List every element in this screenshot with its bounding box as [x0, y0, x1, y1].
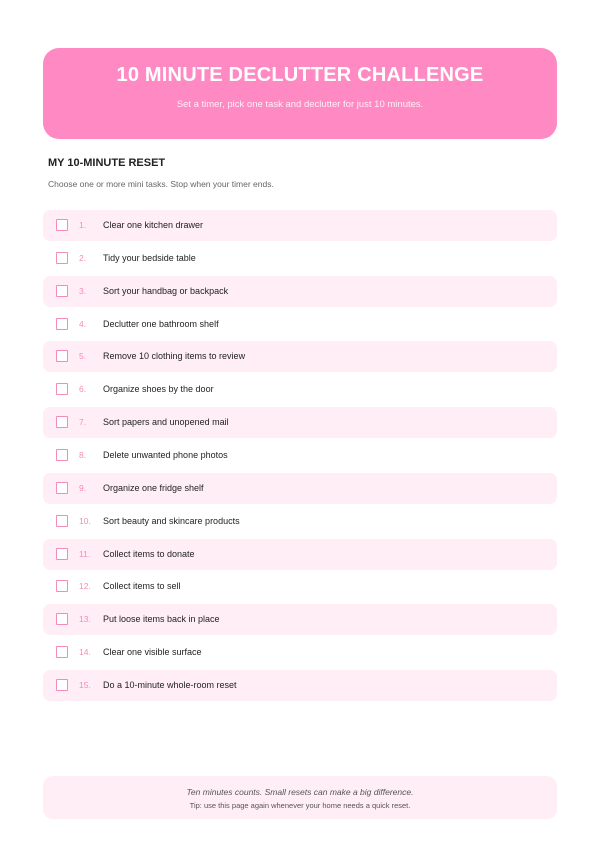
- task-label: Remove 10 clothing items to review: [103, 351, 246, 362]
- task-row: [43, 473, 557, 504]
- task-row: [43, 309, 557, 340]
- task-label: Collect items to donate: [103, 548, 195, 559]
- task-row: [43, 341, 557, 372]
- task-checkbox[interactable]: [56, 350, 68, 362]
- task-number: 1.: [79, 220, 87, 230]
- section-title: MY 10-MINUTE RESET: [48, 157, 166, 169]
- task-row: [43, 440, 557, 471]
- task-number: 10.: [79, 515, 91, 526]
- task-label: Clear one kitchen drawer: [103, 220, 204, 230]
- task-number: 4.: [79, 318, 87, 329]
- task-number: 11.: [79, 548, 91, 559]
- task-label: Delete unwanted phone photos: [103, 450, 228, 461]
- task-label: Declutter one bathroom shelf: [103, 318, 219, 329]
- task-row: [43, 571, 557, 602]
- task-label: Organize one fridge shelf: [103, 482, 204, 493]
- task-label: Organize shoes by the door: [103, 384, 214, 395]
- task-label: Sort your handbag or backpack: [103, 285, 229, 296]
- task-row: [43, 407, 557, 438]
- task-label: Put loose items back in place: [103, 614, 220, 625]
- task-checkbox[interactable]: [56, 613, 68, 625]
- task-number: 14.: [79, 647, 91, 658]
- task-number: 13.: [79, 614, 91, 625]
- header-banner: [43, 48, 557, 139]
- task-row: [43, 374, 557, 405]
- task-checkbox[interactable]: [56, 219, 68, 231]
- task-number: 3.: [79, 285, 87, 296]
- section-description: Choose one or more mini tasks. Stop when your timer ends.: [48, 179, 274, 189]
- task-checkbox[interactable]: [56, 646, 68, 658]
- task-checkbox[interactable]: [56, 383, 68, 395]
- task-label: Collect items to sell: [103, 581, 181, 592]
- task-row: [43, 670, 557, 701]
- task-number: 5.: [79, 351, 87, 362]
- task-number: 8.: [79, 450, 87, 461]
- task-label: Sort beauty and skincare products: [103, 515, 240, 526]
- task-row: [43, 276, 557, 307]
- footer-tip: Tip: use this page again whenever your home needs a quick reset.: [189, 801, 411, 810]
- task-checkbox[interactable]: [56, 252, 68, 264]
- task-number: 2.: [79, 252, 87, 263]
- task-row: [43, 539, 557, 570]
- task-number: 9.: [79, 482, 87, 493]
- task-checkbox[interactable]: [56, 515, 68, 527]
- task-row: [43, 506, 557, 537]
- task-number: 6.: [79, 384, 87, 395]
- task-checkbox[interactable]: [56, 580, 68, 592]
- task-label: Sort papers and unopened mail: [103, 417, 229, 428]
- task-row: [43, 637, 557, 668]
- task-checkbox[interactable]: [56, 482, 68, 494]
- task-number: 15.: [79, 680, 91, 691]
- task-checkbox[interactable]: [56, 285, 68, 297]
- footer-message: Ten minutes counts. Small resets can make a big difference.: [186, 787, 414, 797]
- task-list: [43, 210, 557, 703]
- page-title: 10 MINUTE DECLUTTER CHALLENGE: [116, 64, 484, 86]
- task-checkbox[interactable]: [56, 679, 68, 691]
- task-number: 7.: [79, 417, 87, 428]
- task-checkbox[interactable]: [56, 548, 68, 560]
- footer-note: [43, 776, 557, 819]
- task-row: [43, 604, 557, 635]
- task-checkbox[interactable]: [56, 318, 68, 330]
- task-label: Do a 10-minute whole-room reset: [103, 680, 237, 691]
- page-subtitle: Set a timer, pick one task and declutter for just 10 minutes.: [176, 99, 424, 110]
- task-row: [43, 210, 557, 241]
- task-checkbox[interactable]: [56, 449, 68, 461]
- task-checkbox[interactable]: [56, 416, 68, 428]
- task-label: Clear one visible surface: [103, 647, 202, 658]
- task-number: 12.: [79, 581, 91, 592]
- task-label: Tidy your bedside table: [103, 252, 196, 263]
- task-row: [43, 243, 557, 274]
